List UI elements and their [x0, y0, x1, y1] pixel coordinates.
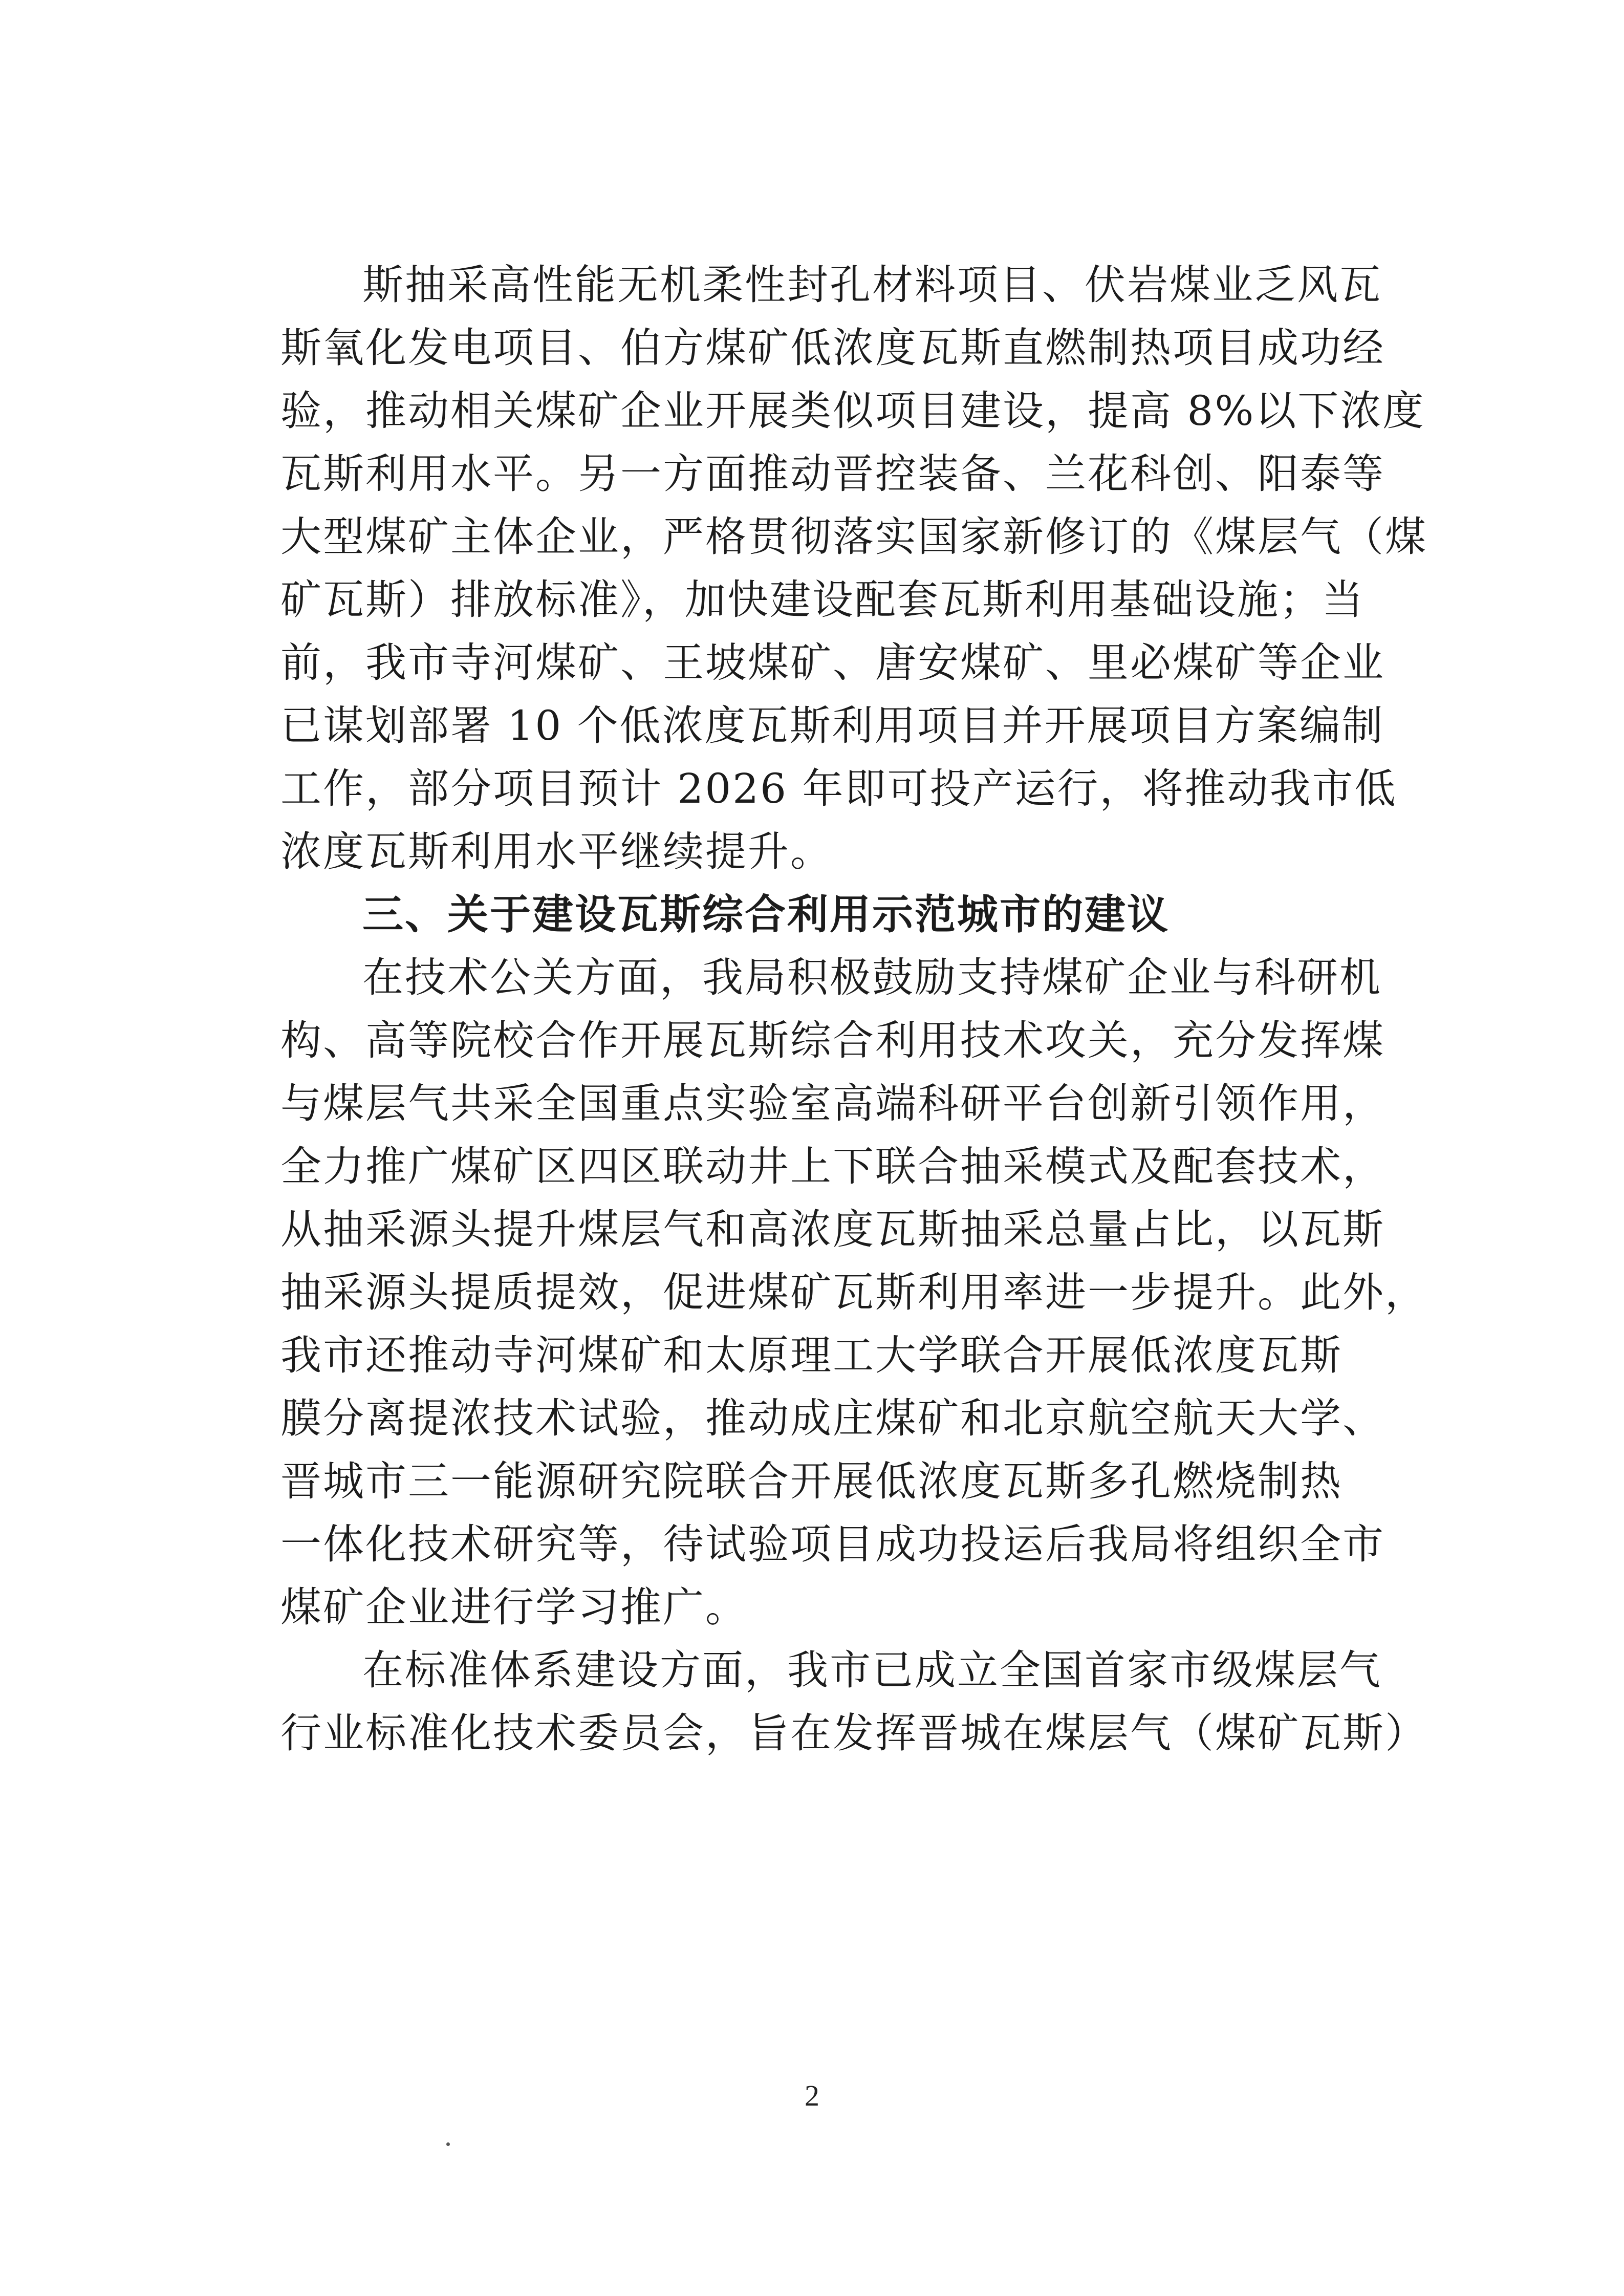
text-line: 从抽采源头提升煤层气和高浓度瓦斯抽采总量占比，以瓦斯: [280, 1206, 1385, 1253]
text-line: 工作，部分项目预计 2026 年即可投产运行，将推动我市低: [280, 765, 1397, 812]
text-line: 浓度瓦斯利用水平继续提升。: [280, 828, 833, 875]
text-line: 验，推动相关煤矿企业开展类似项目建设，提高 8%以下浓度: [280, 387, 1425, 435]
paragraph-continuation: [280, 253, 1427, 883]
text-line: 矿瓦斯）排放标准》，加快建设配套瓦斯利用基础设施；当: [280, 576, 1365, 624]
paragraph-technology: [280, 946, 1427, 1639]
paragraph-standards: [280, 1639, 1427, 1765]
text-line: 全力推广煤矿区四区联动井上下联合抽采模式及配套技术，: [280, 1143, 1385, 1190]
text-line: 在技术公关方面，我局积极鼓励支持煤矿企业与科研机: [362, 954, 1382, 1001]
text-line: 构、高等院校合作开展瓦斯综合利用技术攻关，充分发挥煤: [280, 1017, 1385, 1064]
section-heading: 三、关于建设瓦斯综合利用示范城市的建议: [362, 891, 1170, 938]
text-line: 瓦斯利用水平。另一方面推动晋控装备、兰花科创、阳泰等: [280, 450, 1385, 498]
scan-speck: [446, 2142, 450, 2146]
text-line: 斯氧化发电项目、伯方煤矿低浓度瓦斯直燃制热项目成功经: [280, 324, 1385, 372]
text-line: 前，我市寺河煤矿、王坡煤矿、唐安煤矿、里必煤矿等企业: [280, 639, 1385, 686]
text-line: 已谋划部署 10 个低浓度瓦斯利用项目并开展项目方案编制: [280, 702, 1384, 749]
text-line: 晋城市三一能源研究院联合开展低浓度瓦斯多孔燃烧制热: [280, 1457, 1342, 1505]
document-body: [280, 253, 1427, 1765]
text-line: 抽采源头提质提效，促进煤矿瓦斯利用率进一步提升。此外，: [280, 1269, 1427, 1316]
text-line: 大型煤矿主体企业，严格贯彻落实国家新修订的《煤层气（煤: [280, 513, 1427, 561]
text-line: 行业标准化技术委员会，旨在发挥晋城在煤层气（煤矿瓦斯）: [280, 1709, 1427, 1757]
text-line: 膜分离提浓技术试验，推动成庄煤矿和北京航空航天大学、: [280, 1394, 1385, 1442]
page-number: 2: [805, 2079, 819, 2112]
text-line: 在标准体系建设方面，我市已成立全国首家市级煤层气: [362, 1646, 1382, 1694]
text-line: 我市还推动寺河煤矿和太原理工大学联合开展低浓度瓦斯: [280, 1332, 1342, 1379]
text-line: 一体化技术研究等，待试验项目成功投运后我局将组织全市: [280, 1520, 1385, 1568]
text-line: 斯抽采高性能无机柔性封孔材料项目、伏岩煤业乏风瓦: [362, 261, 1382, 309]
text-line: 煤矿企业进行学习推广。: [280, 1583, 748, 1631]
text-line: 与煤层气共采全国重点实验室高端科研平台创新引领作用，: [280, 1080, 1385, 1127]
